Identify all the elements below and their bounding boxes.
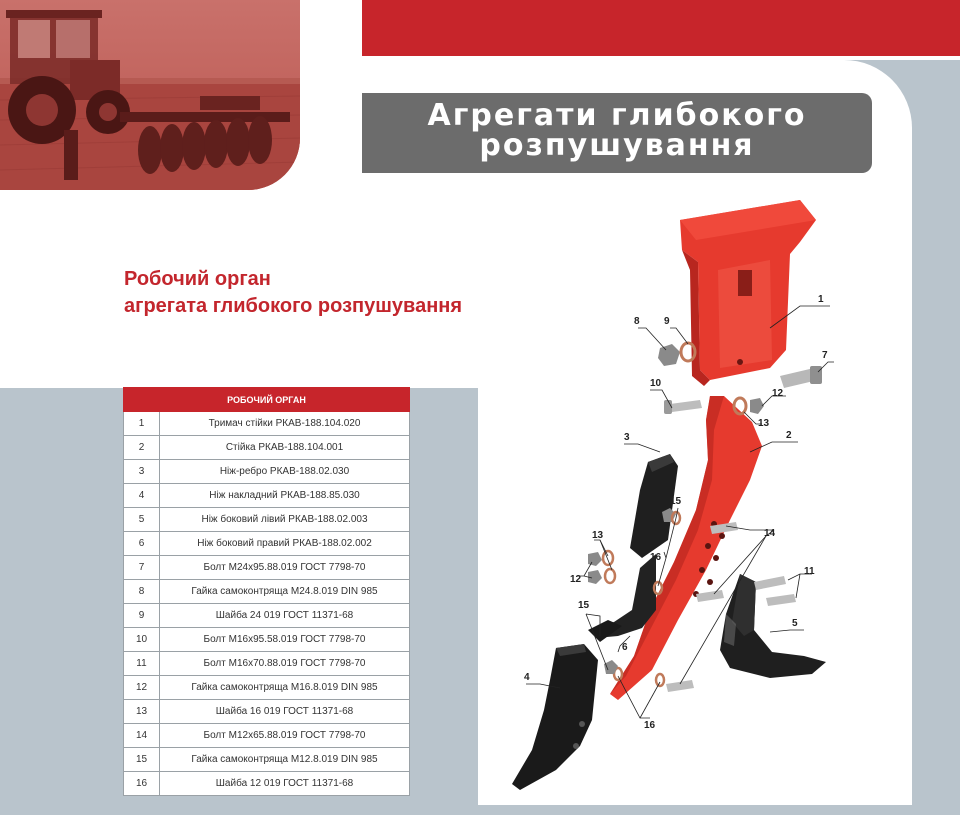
callout-16-lower: 16 [644,720,656,731]
callout-1: 1 [818,294,824,305]
part-number-cell: 16 [124,772,160,796]
callout-3: 3 [624,432,630,443]
parts-diagram [500,190,840,800]
part-number-cell: 8 [124,580,160,604]
part-name-cell: Шайба 12 019 ГОСТ 11371-68 [160,772,410,796]
part-number-cell: 5 [124,508,160,532]
table-row [124,460,410,484]
table-row [124,604,410,628]
table-row [124,772,410,796]
page-title-line2: розпушування [479,128,755,163]
table-row [124,724,410,748]
table-row [124,508,410,532]
table-row [124,652,410,676]
part-name-cell: Ніж-ребро РКАВ-188.02.030 [160,460,410,484]
part-5-left-side-knife [720,574,826,678]
part-name-cell: Гайка самоконтряща М24.8.019 DIN 985 [160,580,410,604]
part-number-cell: 2 [124,436,160,460]
parts-table [123,387,410,796]
part-name-cell: Шайба 24 019 ГОСТ 11371-68 [160,604,410,628]
bottom-strip [0,806,960,815]
callout-2: 2 [786,430,792,441]
table-header: РОБОЧИЙ ОРГАН [124,388,410,412]
part-name-cell: Болт М16х95.58.019 ГОСТ 7798-70 [160,628,410,652]
tractor-photo [0,0,300,190]
part-name-cell: Ніж накладний РКАВ-188.85.030 [160,484,410,508]
callout-10: 10 [650,378,662,389]
callout-7: 7 [822,350,828,361]
part-number-cell: 12 [124,676,160,700]
part-1-holder [680,200,816,386]
callout-15-upper: 15 [670,496,682,507]
part-number-cell: 11 [124,652,160,676]
part-name-cell: Болт М16х70.88.019 ГОСТ 7798-70 [160,652,410,676]
part-number-cell: 4 [124,484,160,508]
part-name-cell: Шайба 16 019 ГОСТ 11371-68 [160,700,410,724]
callout-14: 14 [764,528,776,539]
part-number-cell: 15 [124,748,160,772]
callout-15-lower: 15 [578,600,590,611]
table-row [124,436,410,460]
callout-16-upper: 16 [650,552,662,563]
table-row [124,748,410,772]
page-title-line1: Агрегати глибокого [427,98,807,133]
part-name-cell: Болт М12х65.88.019 ГОСТ 7798-70 [160,724,410,748]
table-row [124,700,410,724]
callout-13-left: 13 [592,530,604,541]
callout-9: 9 [664,316,670,327]
table-row [124,484,410,508]
callout-8: 8 [634,316,640,327]
table-row [124,412,410,436]
part-name-cell: Стійка РКАВ-188.104.001 [160,436,410,460]
table-row [124,532,410,556]
table-row [124,676,410,700]
part-name-cell: Ніж боковий правий РКАВ-188.02.002 [160,532,410,556]
part-number-cell: 14 [124,724,160,748]
title-box [362,93,872,173]
page-title [362,98,872,163]
callout-13-right: 13 [758,418,770,429]
section-subtitle [124,266,462,320]
table-body [124,412,410,796]
subtitle-line1: Робочий орган [124,268,271,290]
part-number-cell: 13 [124,700,160,724]
subtitle-line2: агрегата глибокого розпушування [124,295,463,317]
part-number-cell: 7 [124,556,160,580]
part-name-cell: Болт М24х95.88.019 ГОСТ 7798-70 [160,556,410,580]
callout-6: 6 [622,642,628,653]
part-4-overlay-knife [512,644,598,790]
part-number-cell: 6 [124,532,160,556]
callout-11: 11 [804,566,815,577]
part-number-cell: 1 [124,412,160,436]
part-name-cell: Ніж боковий лівий РКАВ-188.02.003 [160,508,410,532]
part-name-cell: Гайка самоконтряща М12.8.019 DIN 985 [160,748,410,772]
part-number-cell: 10 [124,628,160,652]
callout-12-right: 12 [772,388,784,399]
table-row [124,628,410,652]
table-row [124,580,410,604]
callout-12-left: 12 [570,574,582,585]
part-name-cell: Тримач стійки РКАВ-188.104.020 [160,412,410,436]
callout-4: 4 [524,672,530,683]
part-number-cell: 9 [124,604,160,628]
part-number-cell: 3 [124,460,160,484]
table-row [124,556,410,580]
callout-5: 5 [792,618,798,629]
part-name-cell: Гайка самоконтряща М16.8.019 DIN 985 [160,676,410,700]
table-header-row [124,388,410,412]
red-header-banner [362,0,960,56]
